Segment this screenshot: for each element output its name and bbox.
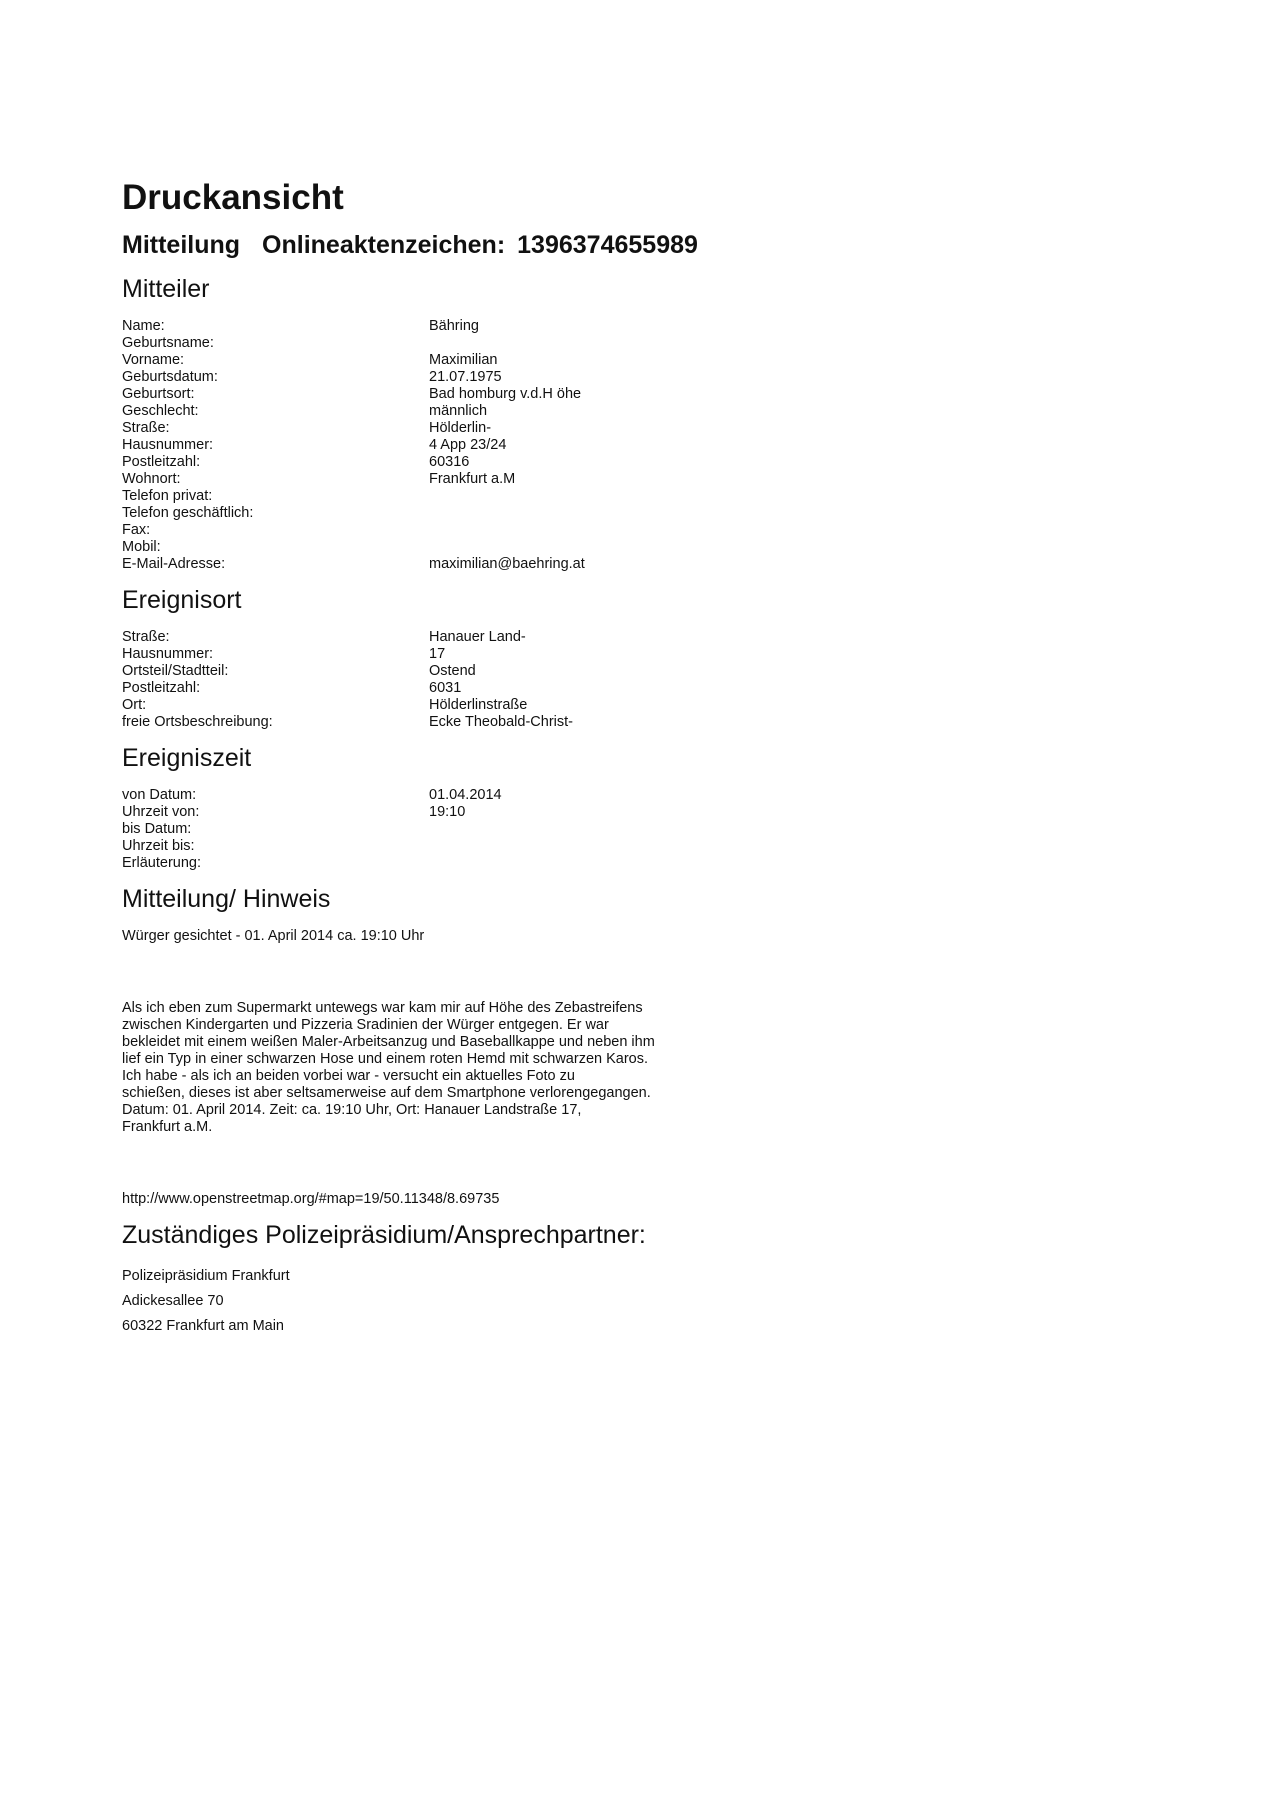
- field-value: Hölderlin-: [429, 420, 492, 436]
- field-row: [122, 369, 1162, 386]
- field-row: [122, 663, 1162, 680]
- field-label: Uhrzeit bis:: [122, 838, 195, 854]
- field-label: Wohnort:: [122, 471, 181, 487]
- field-label: Hausnummer:: [122, 437, 214, 453]
- field-value: Hölderlinstraße: [429, 697, 528, 713]
- field-label: Vorname:: [122, 352, 185, 368]
- field-label: Geburtsort:: [122, 386, 195, 402]
- field-value: Bähring: [429, 318, 479, 334]
- field-label: Hausnummer:: [122, 646, 214, 662]
- field-value: 4 App 23/24: [429, 437, 507, 453]
- field-label: Postleitzahl:: [122, 680, 201, 696]
- field-row: [122, 629, 1162, 646]
- field-row: [122, 505, 1162, 522]
- field-label: freie Ortsbeschreibung:: [122, 714, 273, 730]
- message-line: Als ich eben zum Supermarkt untewegs war kam mir auf Höhe des Zebastreifens: [122, 1000, 643, 1016]
- message-line: Datum: 01. April 2014. Zeit: ca. 19:10 Uhr, Ort: Hanauer Landstraße 17,: [122, 1102, 582, 1118]
- field-row: [122, 454, 1162, 471]
- field-label: von Datum:: [122, 787, 197, 803]
- contact-line: Adickesallee 70: [122, 1293, 224, 1309]
- field-label: Straße:: [122, 629, 170, 645]
- field-label: Ortsteil/Stadtteil:: [122, 663, 229, 679]
- field-label: Erläuterung:: [122, 855, 201, 871]
- section-heading-mitteilung: Mitteilung/ Hinweis: [122, 885, 331, 913]
- field-row: [122, 352, 1162, 369]
- field-row: [122, 646, 1162, 663]
- contact-block: [122, 1264, 1162, 1339]
- field-label: Straße:: [122, 420, 170, 436]
- section-heading-ereigniszeit: Ereigniszeit: [122, 744, 252, 772]
- field-value: maximilian@baehring.at: [429, 556, 585, 572]
- field-label: Geschlecht:: [122, 403, 199, 419]
- field-value: 21.07.1975: [429, 369, 502, 385]
- field-value: Ecke Theobald-Christ-: [429, 714, 573, 730]
- section-heading-zustaendig: Zuständiges Polizeipräsidium/Ansprechpartner:: [122, 1221, 646, 1249]
- field-label: Telefon geschäftlich:: [122, 505, 254, 521]
- field-row: [122, 821, 1162, 838]
- field-row: [122, 556, 1162, 573]
- field-row: [122, 403, 1162, 420]
- field-row: [122, 522, 1162, 539]
- mitteiler-fields: [122, 318, 1162, 573]
- field-value: Bad homburg v.d.H öhe: [429, 386, 582, 402]
- message-line: Ich habe - als ich an beiden vorbei war - versucht ein aktuelles Foto zu: [122, 1068, 575, 1084]
- field-label: Geburtsname:: [122, 335, 214, 351]
- field-label: Geburtsdatum:: [122, 369, 218, 385]
- field-row: [122, 838, 1162, 855]
- contact-line: Polizeipräsidium Frankfurt: [122, 1268, 290, 1284]
- field-row: [122, 437, 1162, 454]
- field-row: [122, 335, 1162, 352]
- message-summary: Würger gesichtet - 01. April 2014 ca. 19:10 Uhr: [122, 928, 425, 944]
- section-heading-mitteiler: Mitteiler: [122, 275, 210, 303]
- message-line: lief ein Typ in einer schwarzen Hose und einem roten Hemd mit schwarzen Karos.: [122, 1051, 649, 1067]
- message-line: Frankfurt a.M.: [122, 1119, 213, 1135]
- field-label: Name:: [122, 318, 165, 334]
- field-label: bis Datum:: [122, 821, 192, 837]
- field-row: [122, 855, 1162, 872]
- field-label: Uhrzeit von:: [122, 804, 200, 820]
- field-value: 01.04.2014: [429, 787, 502, 803]
- field-value: Hanauer Land-: [429, 629, 526, 645]
- field-value: Frankfurt a.M: [429, 471, 516, 487]
- field-row: [122, 680, 1162, 697]
- message-body: [122, 1000, 692, 1136]
- field-row: [122, 714, 1162, 731]
- field-row: [122, 488, 1162, 505]
- field-value: 19:10: [429, 804, 466, 820]
- field-row: [122, 386, 1162, 403]
- field-row: [122, 697, 1162, 714]
- field-label: Telefon privat:: [122, 488, 213, 504]
- field-label: Postleitzahl:: [122, 454, 201, 470]
- field-label: Ort:: [122, 697, 147, 713]
- ereigniszeit-fields: [122, 787, 1162, 872]
- field-value: Maximilian: [429, 352, 498, 368]
- field-row: [122, 787, 1162, 804]
- reference-number: 1396374655989: [517, 231, 698, 259]
- field-row: [122, 471, 1162, 488]
- field-value: Ostend: [429, 663, 476, 679]
- message-block: [122, 928, 692, 1208]
- field-value: 17: [429, 646, 446, 662]
- field-row: [122, 318, 1162, 335]
- field-row: [122, 539, 1162, 556]
- field-row: [122, 804, 1162, 821]
- field-label: E-Mail-Adresse:: [122, 556, 226, 572]
- subtitle-label: Mitteilung: [122, 231, 241, 259]
- field-row: [122, 420, 1162, 437]
- message-line: bekleidet mit einem weißen Maler-Arbeitsanzug und Baseballkappe und neben ihm: [122, 1034, 655, 1050]
- reference-label: Onlineaktenzeichen:: [262, 231, 506, 259]
- map-url: http://www.openstreetmap.org/#map=19/50.11348/8.69735: [122, 1191, 500, 1207]
- document-subtitle: [122, 228, 1162, 262]
- section-heading-ereignisort: Ereignisort: [122, 586, 242, 614]
- field-label: Mobil:: [122, 539, 161, 555]
- field-value: 6031: [429, 680, 462, 696]
- ereignisort-fields: [122, 629, 1162, 731]
- field-value: 60316: [429, 454, 470, 470]
- print-page: [122, 176, 1162, 1339]
- page-title: Druckansicht: [122, 178, 344, 217]
- message-line: zwischen Kindergarten und Pizzeria Sradinien der Würger entgegen. Er war: [122, 1017, 609, 1033]
- field-label: Fax:: [122, 522, 151, 538]
- message-line: schießen, dieses ist aber seltsamerweise auf dem Smartphone verlorengegangen.: [122, 1085, 651, 1101]
- contact-line: 60322 Frankfurt am Main: [122, 1318, 284, 1334]
- field-value: männlich: [429, 403, 488, 419]
